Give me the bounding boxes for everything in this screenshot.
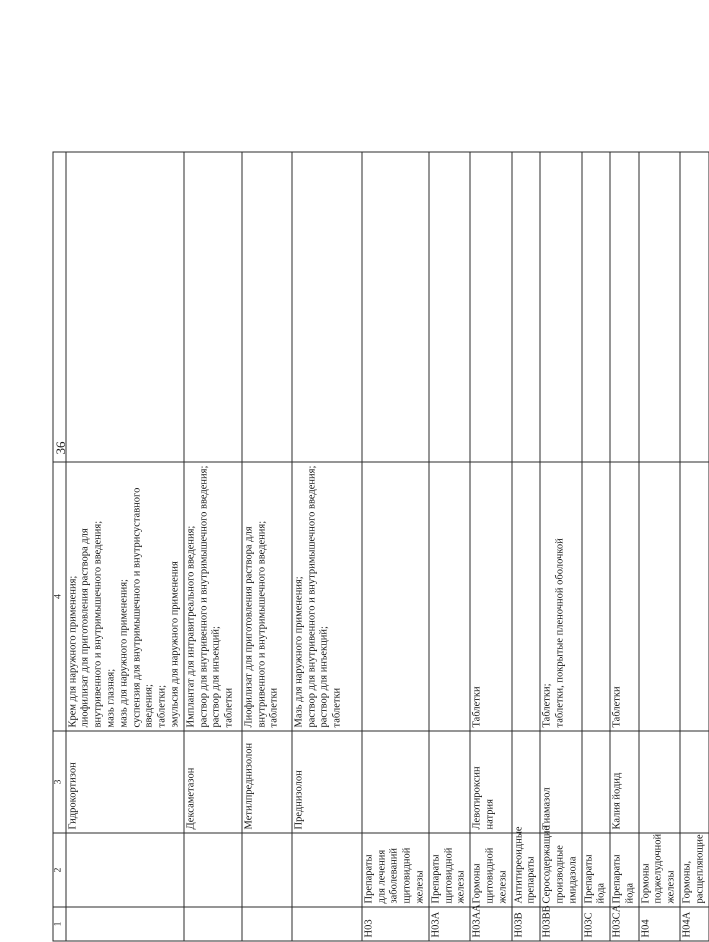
dosage-forms-cell <box>362 462 429 731</box>
dosage-form-line: таблетки <box>224 466 237 728</box>
dosage-form-line: Мазь для наружного применения; <box>293 466 306 728</box>
dosage-forms-cell <box>540 462 581 731</box>
drug-name-cell: Дексаметазон <box>184 731 242 833</box>
header-cell: 3 <box>53 731 66 833</box>
drug-name-cell <box>512 731 541 833</box>
atc-code-cell: H03B <box>512 907 541 941</box>
drug-table-sheet <box>53 153 543 942</box>
table-row <box>582 152 611 941</box>
dosage-forms-cell <box>610 462 639 731</box>
atc-code-cell <box>66 907 184 941</box>
table-row <box>184 152 242 941</box>
dosage-form-line: Лиофилизат для приготовления раствора для внутривенного и внутримышечного введения; <box>243 466 269 728</box>
table-row <box>292 152 362 941</box>
dosage-forms-cell <box>680 462 709 731</box>
table-row <box>540 152 581 941</box>
blank-cell <box>582 152 611 462</box>
atc-code-cell: H04A <box>680 907 709 941</box>
drug-name-cell: Тиамазол <box>540 731 581 833</box>
group-name-cell: Препараты щитовидной железы <box>429 833 470 907</box>
dosage-form-line: Имплантат для интравитреального введения; <box>185 466 198 728</box>
atc-code-cell: H03CA <box>610 907 639 941</box>
drug-name-cell: Преднизолон <box>292 731 362 833</box>
dosage-forms-cell <box>292 462 362 731</box>
dosage-forms-cell <box>184 462 242 731</box>
dosage-form-line: Крем для наружного применения; <box>67 466 80 728</box>
dosage-form-line: раствор для инъекций; <box>211 466 224 728</box>
blank-cell <box>242 152 292 462</box>
dosage-form-line: раствор для внутривенного и внутримышечного введения; <box>306 466 319 728</box>
blank-cell <box>512 152 541 462</box>
atc-code-cell: H03 <box>362 907 429 941</box>
dosage-form-line: лиофилизат для приготовления раствора для внутривенного и внутримышечного введения; <box>80 466 106 728</box>
dosage-forms-cell <box>429 462 470 731</box>
group-name-cell: Препараты йода <box>582 833 611 907</box>
dosage-forms-cell <box>639 462 680 731</box>
atc-code-cell: H04 <box>639 907 680 941</box>
blank-cell <box>680 152 709 462</box>
group-name-cell: Антитиреоидные препараты <box>512 833 541 907</box>
dosage-forms-cell <box>470 462 511 731</box>
drug-name-cell <box>429 731 470 833</box>
blank-cell <box>610 152 639 462</box>
dosage-form-line: Таблетки <box>472 466 485 728</box>
header-cell: 2 <box>53 833 66 907</box>
group-name-cell: Гормоны поджелудочной железы <box>639 833 680 907</box>
group-name-cell: Препараты для лечения заболеваний щитовидной железы <box>362 833 429 907</box>
atc-code-cell: H03A <box>429 907 470 941</box>
table-row <box>362 152 429 941</box>
blank-cell <box>184 152 242 462</box>
group-name-cell <box>66 833 184 907</box>
table-row <box>66 152 184 941</box>
group-name-cell: Препараты йода <box>610 833 639 907</box>
atc-code-cell: H03C <box>582 907 611 941</box>
drug-name-cell: Калия йодид <box>610 731 639 833</box>
blank-cell <box>429 152 470 462</box>
blank-cell <box>53 152 66 462</box>
dosage-form-line: Таблетки <box>612 466 625 728</box>
blank-cell <box>639 152 680 462</box>
dosage-form-line: раствор для внутривенного и внутримышечного введения; <box>198 466 211 728</box>
dosage-form-line: мазь глазная; <box>105 466 118 728</box>
table-row <box>639 152 680 941</box>
dosage-form-line: мазь для наружного применения; <box>118 466 131 728</box>
table-row <box>512 152 541 941</box>
table-row <box>242 152 292 941</box>
atc-code-cell <box>184 907 242 941</box>
table-row <box>429 152 470 941</box>
dosage-form-line: таблетки <box>332 466 345 728</box>
dosage-form-line: Таблетки; <box>542 466 555 728</box>
blank-cell <box>66 152 184 462</box>
drug-name-cell <box>680 731 709 833</box>
dosage-form-line: раствор для инъекций; <box>319 466 332 728</box>
dosage-forms-cell <box>512 462 541 731</box>
atc-code-cell: H03BB <box>540 907 581 941</box>
header-cell: 1 <box>53 907 66 941</box>
group-name-cell: Гормоны, расщепляющие <box>680 833 709 907</box>
drug-name-cell: Гидрокортизон <box>66 731 184 833</box>
table-row <box>680 152 709 941</box>
group-name-cell <box>292 833 362 907</box>
drug-name-cell <box>362 731 429 833</box>
atc-code-cell <box>242 907 292 941</box>
group-name-cell <box>184 833 242 907</box>
dosage-forms-cell <box>242 462 292 731</box>
blank-cell <box>292 152 362 462</box>
drug-table <box>53 152 709 942</box>
group-name-cell: Серосодержащие производные имидазола <box>540 833 581 907</box>
blank-cell <box>470 152 511 462</box>
drug-name-cell: Метилпреднизолон <box>242 731 292 833</box>
table-header-row <box>53 152 66 941</box>
dosage-forms-cell <box>582 462 611 731</box>
drug-name-cell <box>639 731 680 833</box>
dosage-form-line: таблетки, покрытые пленочной оболочкой <box>554 466 567 728</box>
atc-code-cell: H03AA <box>470 907 511 941</box>
drug-name-cell <box>582 731 611 833</box>
drug-name-cell: Левотироксин натрия <box>470 731 511 833</box>
table-row <box>610 152 639 941</box>
group-name-cell <box>242 833 292 907</box>
group-name-cell: Гормоны щитовидной железы <box>470 833 511 907</box>
dosage-form-line: суспензия для внутримышечного и внутрисуставного введения; <box>131 466 157 728</box>
page-number: 36 <box>53 428 69 468</box>
atc-code-cell <box>292 907 362 941</box>
dosage-form-line: эмульсия для наружного применения <box>169 466 182 728</box>
table-row <box>470 152 511 941</box>
blank-cell <box>362 152 429 462</box>
header-cell: 4 <box>53 462 66 731</box>
dosage-form-line: таблетки; <box>157 466 170 728</box>
dosage-form-line: таблетки <box>269 466 282 728</box>
dosage-forms-cell <box>66 462 184 731</box>
blank-cell <box>540 152 581 462</box>
